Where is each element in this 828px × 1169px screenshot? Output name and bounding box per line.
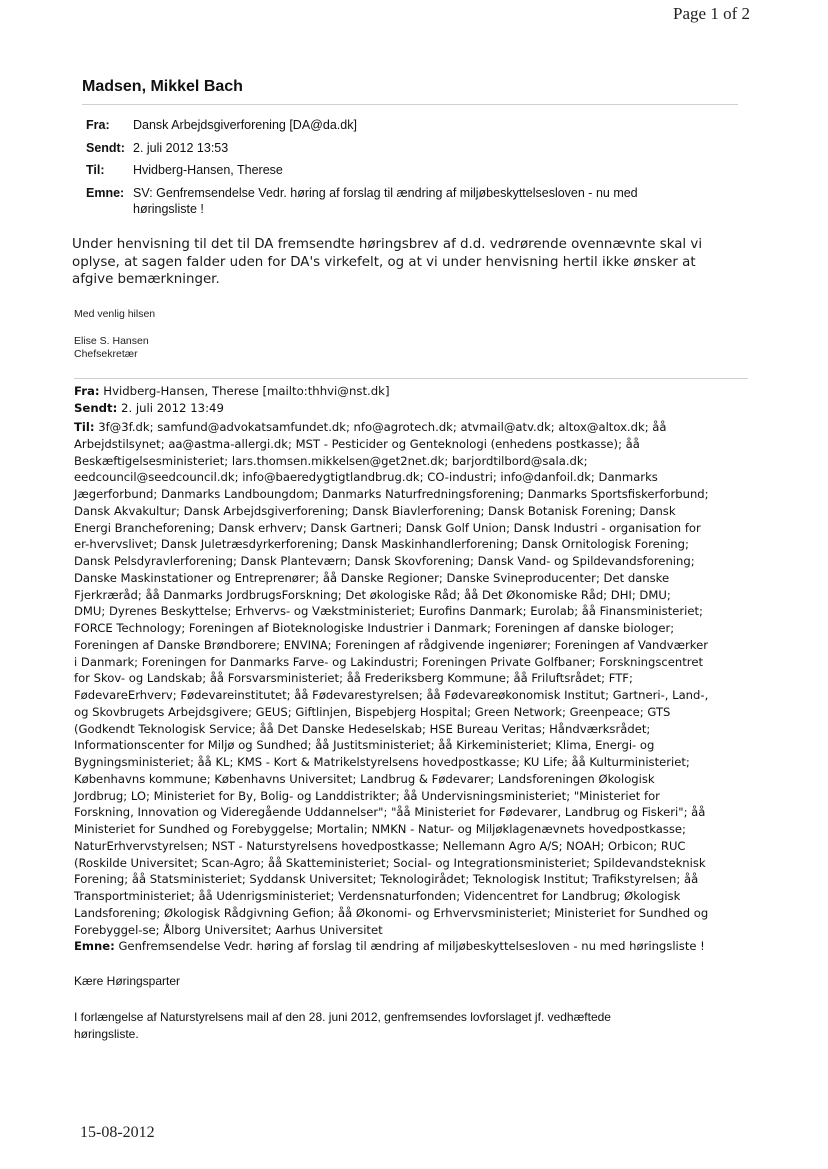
recipient-line-text: 3f@3f.dk; samfund@advokatsamfundet.dk; nfo@agrotech.dk; atvmail@atv.dk; altox@altox.dk; åå: [98, 420, 667, 434]
forward-salutation: Kære Høringsparter: [74, 974, 181, 988]
reply-from-value: Dansk Arbejdsgiverforening [DA@da.dk]: [133, 118, 357, 132]
recipient-line: er-hvervslivet; Dansk Juletræsdyrkerforening; Dansk Maskinhandlerforening; Dansk Ornitologisk Forening;: [74, 537, 689, 552]
signature-name: Elise S. Hansen: [74, 335, 149, 347]
forward-from-row: [74, 383, 750, 400]
forward-paragraph-line: I forlængelse af Naturstyrelsens mail af den 28. juni 2012, genfremsendes lovforslaget jf. vedhæftede: [74, 1010, 611, 1024]
recipient-line: Transportministeriet; åå Udenrigsministeriet; Verdensnaturfonden; Videncentret for Landbrug; Økologisk: [74, 889, 681, 903]
forward-sent-value: 2. juli 2012 13:49: [121, 401, 224, 415]
forward-to-label: Til:: [74, 420, 95, 434]
recipient-line: i Danmark; Foreningen for Danmarks Farve- og Lakindustri; Foreningen Private Golfbaner; Forskningscentret: [74, 654, 703, 669]
reply-body: [72, 236, 748, 289]
recipient-line: NaturErhvervstyrelsen; NST - Naturstyrelsens hovedpostkasse; Nellemann Agro A/S; NOAH; Orbicon; RUC: [74, 838, 686, 853]
forward-recipient-list: [74, 419, 750, 955]
reply-to-label: Til:: [86, 163, 105, 177]
signature-greeting: Med venlig hilsen: [74, 308, 156, 320]
recipient-line: DMU; Dyrenes Beskyttelse; Erhvervs- og Vækstministeriet; Eurofins Danmark; Eurolab; åå Finansministeriet;: [74, 604, 703, 619]
recipient-line: FORCE Technology; Foreningen af Bioteknologiske Industrier i Danmark; Foreningen af danske biologer;: [74, 621, 675, 635]
forward-subject-value: Genfremsendelse Vedr. høring af forslag til ændring af miljøbeskyttelsesloven - nu med høringsliste !: [118, 939, 705, 954]
recipient-line: (Roskilde Universitet; Scan-Agro; åå Skatteministeriet; Social- og Integrationsministeriet; Spildevandsteknisk: [74, 855, 706, 870]
reply-to-value: Hvidberg-Hansen, Therese: [133, 163, 283, 177]
recipient-line: [74, 419, 750, 436]
reply-to-row: [86, 163, 746, 183]
recipient-line: Beskæftigelsesministeriet; lars.thomsen.mikkelsen@get2net.dk; barjordtilbord@sala.dk;: [74, 453, 588, 468]
reply-body-line: afgive bemærkninger.: [72, 272, 220, 287]
reply-from-row: [86, 118, 746, 138]
forward-divider: [74, 378, 748, 379]
recipient-line: Foreningen af Danske Brøndborere; ENVINA; Foreningen af rådgivende ingeniører; Foreningen af Vandværker: [74, 637, 708, 652]
recipient-line: Energi Brancheforening; Dansk erhverv; Dansk Gartneri; Dansk Golf Union; Dansk Industri - organisation for: [74, 520, 701, 535]
forward-paragraph-line: høringsliste.: [74, 1027, 139, 1041]
reply-sent-value: 2. juli 2012 13:53: [133, 141, 229, 155]
recipient-line: Jordbrug; LO; Ministeriet for By, Bolig- og Landdistrikter; åå Undervisningsministeriet; "Ministeriet for: [74, 788, 660, 803]
recipient-line: Københavns kommune; Københavns Universitet; Landbrug & Fødevarer; Landsforeningen Økologisk: [74, 771, 655, 786]
recipient-line: Fjerkræråd; åå Danmarks JordbrugsForskning; Det økologiske Råd; åå Det Økonomiske Råd; DHI; DMU;: [74, 587, 671, 602]
recipient-line: Forebyggel-se; Ålborg Universitet; Aarhus Universitet: [74, 922, 383, 937]
print-date: 15-08-2012: [80, 1124, 155, 1141]
recipient-line: Dansk Pelsdyravlerforening; Dansk Planteværn; Dansk Skovforening; Dansk Vand- og Spildevandsforening;: [74, 554, 695, 568]
forward-from-value: Hvidberg-Hansen, Therese [mailto:thhvi@nst.dk]: [103, 384, 390, 398]
signature-title: Chefsekretær: [74, 348, 138, 360]
recipient-line: Landsforening; Økologisk Rådgivning Gefion; åå Økonomi- og Erhvervsministeriet; Ministeriet for Sundhed og: [74, 905, 709, 920]
forward-from-label: Fra:: [74, 384, 100, 398]
forward-sent-row: [74, 400, 750, 417]
forward-sent-label: Sendt:: [74, 401, 118, 415]
recipient-line: Danske Maskinstationer og Entreprenører; åå Danske Regioner; Danske Svineproducenter; Det danske: [74, 570, 670, 585]
recipient-line: Dansk Akvakultur; Dansk Arbejdsgiverforening; Dansk Biavlerforening; Dansk Botanisk Forening; Dansk: [74, 503, 676, 518]
reply-sent-row: [86, 141, 746, 161]
recipient-line: Informationscenter for Miljø og Sundhed; åå Justitsministeriet; åå Kirkeministeriet; Klima, Energi- og: [74, 738, 655, 753]
recipient-line: (Godkendt Teknologisk Service; åå Det Danske Hedeselskab; HSE Bureau Veritas; Håndværksrådet;: [74, 721, 651, 736]
recipient-line: og Skovbrugets Arbejdsgivere; GEUS; Giftlinjen, Bispebjerg Hospital; Green Network; Greenpeace; GTS: [74, 704, 671, 719]
reply-sent-label: Sendt:: [86, 141, 125, 155]
forward-subject-label: Emne:: [74, 939, 115, 954]
forward-paragraph: [74, 1009, 754, 1043]
header-divider: [82, 104, 738, 105]
page-number: Page 1 of 2: [673, 4, 750, 23]
recipient-line: Ministeriet for Sundhed og Forebyggelse; Mortalin; NMKN - Natur- og Miljøklagenævnets hovedpostkasse;: [74, 822, 686, 836]
reply-from-label: Fra:: [86, 118, 110, 132]
reply-body-line: oplyse, at sagen falder uden for DA's virkefelt, og at vi under henvisning hertil ikke ønsker at: [72, 254, 696, 270]
reply-body-line: Under henvisning til det til DA fremsendte høringsbrev af d.d. vedrørende ovennævnte skal vi: [72, 237, 703, 252]
reply-subject-line1: SV: Genfremsendelse Vedr. høring af forslag til ændring af miljøbeskyttelsesloven - nu med: [133, 186, 638, 200]
recipient-line: Jægerforbund; Danmarks Landboungdom; Danmarks Naturfredningsforening; Danmarks Sportsfiskerforbund;: [74, 487, 709, 501]
recipient-line: Arbejdstilsynet; aa@astma-allergi.dk; MST - Pesticider og Genteknologi (enhedens postkasse); åå: [74, 436, 640, 451]
recipient-line: [74, 938, 750, 955]
reply-subject-row: [86, 186, 746, 220]
recipient-line: Forskning, Innovation og Videregående Uddannelser"; "åå Ministeriet for Fødevarer, Landbrug og Fiskeri"; åå: [74, 805, 706, 820]
recipient-line: Bygningsministeriet; åå KL; KMS - Kort & Matrikelstyrelsens hovedpostkasse; KU Life; åå Kulturministeriet;: [74, 755, 690, 769]
sender-name: Madsen, Mikkel Bach: [82, 78, 243, 95]
recipient-line: Forening; åå Statsministeriet; Syddansk Universitet; Teknologirådet; Teknologisk Institut; Trafikstyrelsen; åå: [74, 872, 699, 887]
reply-subject-line2: høringsliste !: [133, 202, 204, 216]
recipient-line: eedcouncil@seedcouncil.dk; info@baeredygtigtlandbrug.dk; CO-industri; info@danfoil.dk; Danmarks: [74, 470, 658, 485]
recipient-line: for Skov- og Landskab; åå Forsvarsministeriet; åå Frederiksberg Kommune; åå Friluftsrådet; FTF;: [74, 671, 633, 686]
reply-subject-label: Emne:: [86, 186, 125, 200]
recipient-line: FødevareErhverv; Fødevareinstitutet; åå Fødevarestyrelsen; åå Fødevareøkonomisk Institut; Gartneri-, Land-,: [74, 688, 709, 702]
